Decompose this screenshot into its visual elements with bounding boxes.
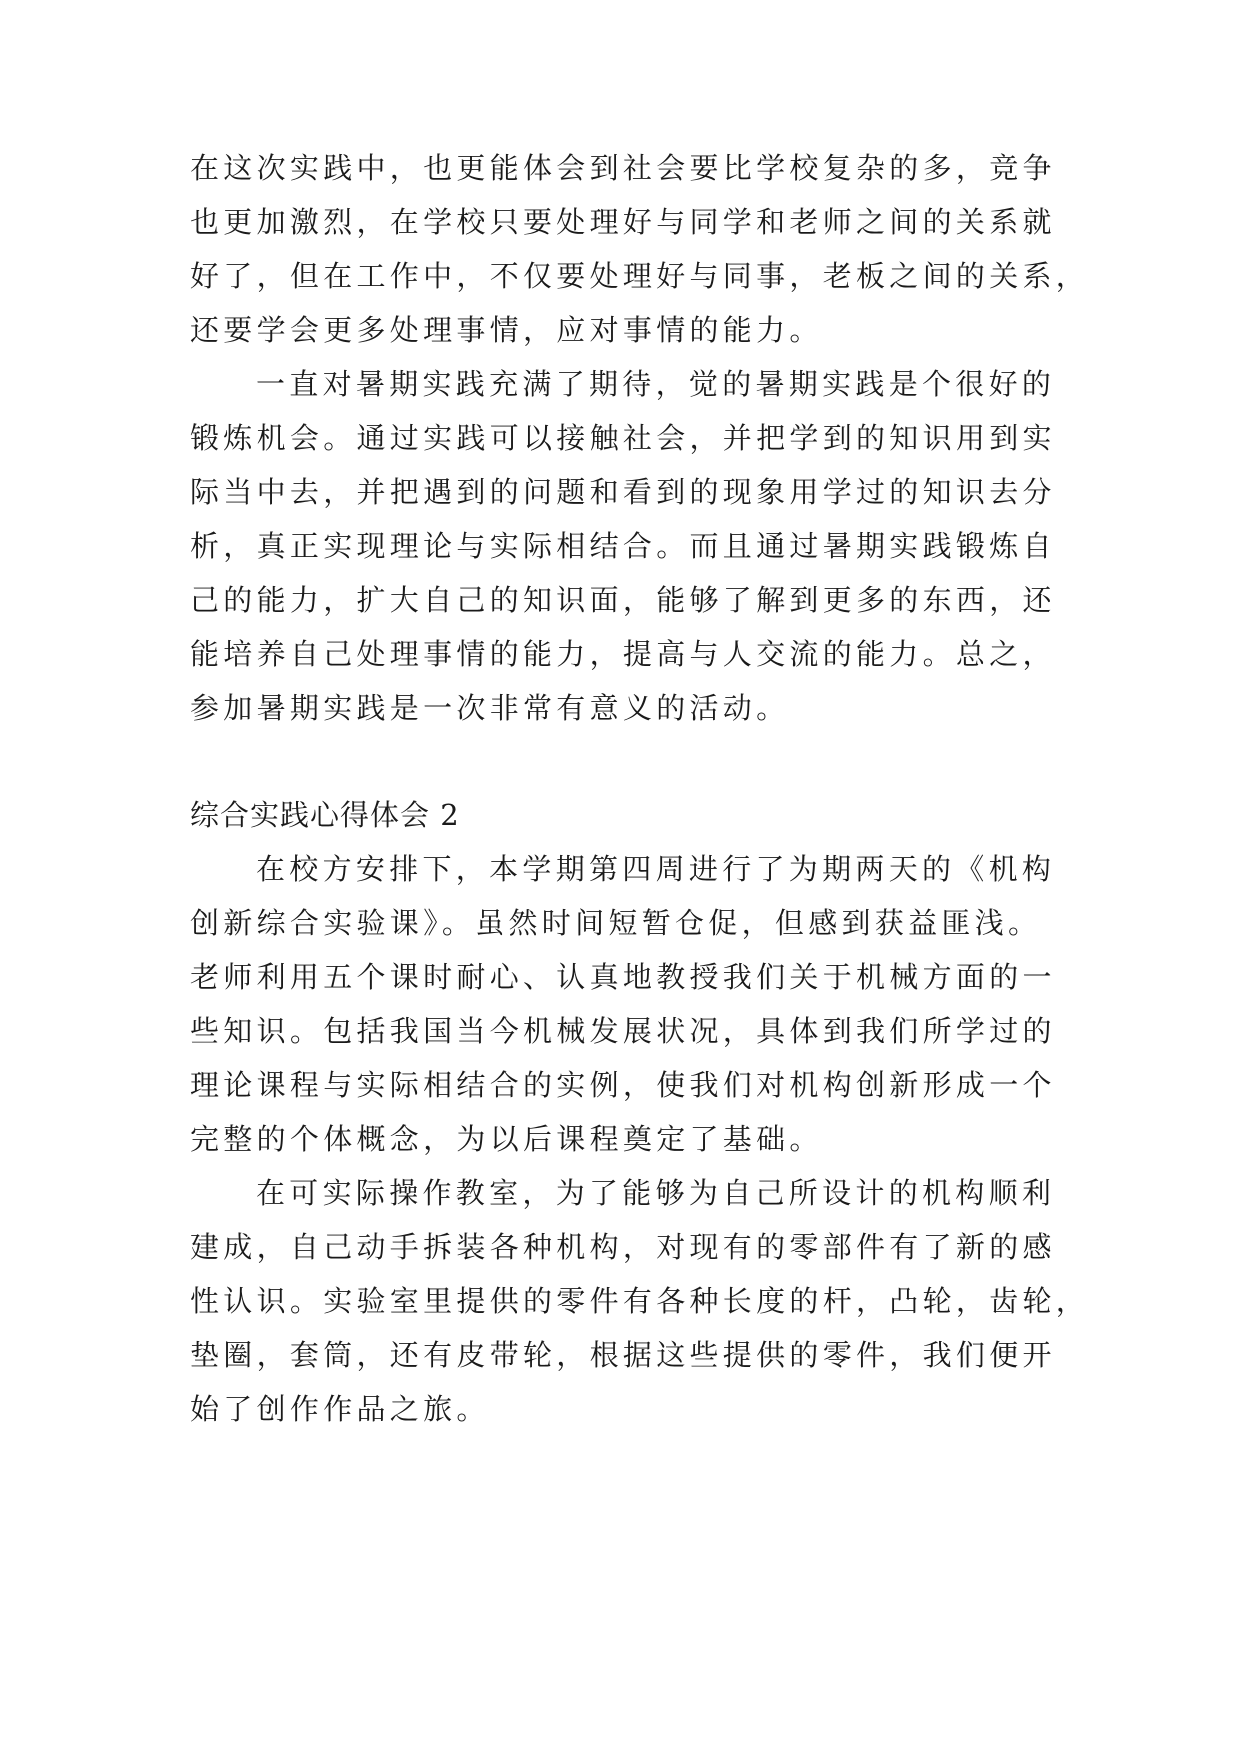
body-text-line: 际当中去，并把遇到的问题和看到的现象用学过的知识去分 (190, 475, 1056, 509)
body-text-line: 完整的个体概念，为以后课程奠定了基础。 (190, 1122, 823, 1156)
body-text-line: 理论课程与实际相结合的实例，使我们对机构创新形成一个 (190, 1068, 1056, 1102)
body-text-line: 锻炼机会。通过实践可以接触社会，并把学到的知识用到实 (190, 421, 1056, 455)
body-text-line: 建成，自己动手拆装各种机构，对现有的零部件有了新的感 (190, 1230, 1056, 1264)
body-text-line: 参加暑期实践是一次非常有意义的活动。 (190, 691, 790, 725)
body-text-line: 析，真正实现理论与实际相结合。而且通过暑期实践锻炼自 (190, 529, 1056, 563)
section-heading: 综合实践心得体会 2 (190, 798, 460, 832)
body-text-line: 好了，但在工作中，不仅要处理好与同事，老板之间的关系， (190, 259, 1090, 293)
body-text-line: 些知识。包括我国当今机械发展状况，具体到我们所学过的 (190, 1014, 1056, 1048)
body-text-line: 性认识。实验室里提供的零件有各种长度的杆，凸轮，齿轮， (190, 1284, 1090, 1318)
body-text-line: 还要学会更多处理事情，应对事情的能力。 (190, 313, 823, 347)
body-text-line: 在校方安排下，本学期第四周进行了为期两天的《机构 (256, 852, 1056, 886)
body-text-line: 垫圈，套筒，还有皮带轮，根据这些提供的零件，我们便开 (190, 1338, 1056, 1372)
body-text-line: 始了创作作品之旅。 (190, 1392, 490, 1426)
body-text-line: 己的能力，扩大自己的知识面，能够了解到更多的东西，还 (190, 583, 1056, 617)
body-text-line: 老师利用五个课时耐心、认真地教授我们关于机械方面的一 (190, 960, 1056, 994)
body-text-line: 也更加激烈，在学校只要处理好与同学和老师之间的关系就 (190, 205, 1056, 239)
body-text-line: 创新综合实验课》。虽然时间短暂仓促，但感到获益匪浅。 (190, 906, 1042, 940)
body-text-line: 一直对暑期实践充满了期待，觉的暑期实践是个很好的 (256, 367, 1056, 401)
body-text-line: 能培养自己处理事情的能力，提高与人交流的能力。总之， (190, 637, 1056, 671)
body-text-line: 在这次实践中，也更能体会到社会要比学校复杂的多，竞争 (190, 151, 1056, 185)
body-text-line: 在可实际操作教室，为了能够为自己所设计的机构顺利 (256, 1176, 1056, 1210)
